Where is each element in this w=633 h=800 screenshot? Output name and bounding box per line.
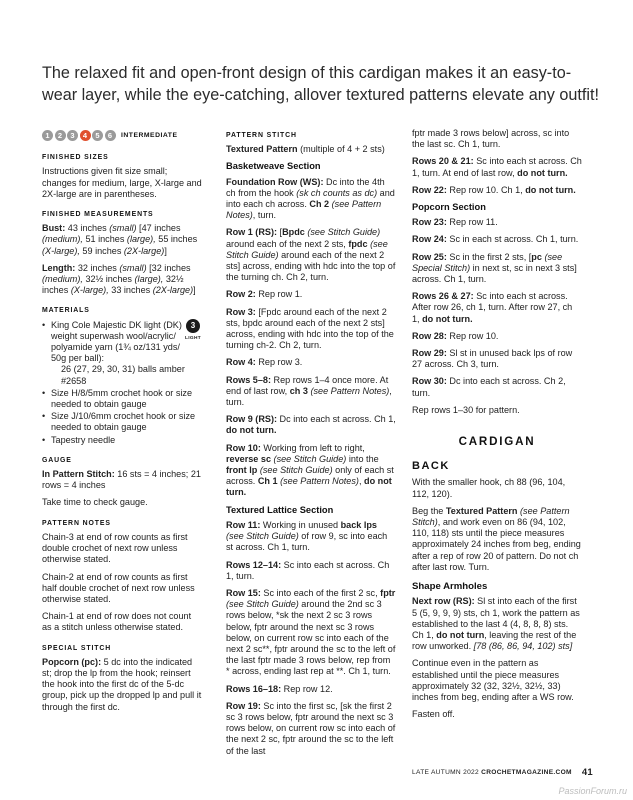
row-1: Row 1 (RS): [Bpdc (see Stitch Guide) around each of the next 2 sts, fpdc (see Stitch Guide) around each of the next 2 sts] across, ending with hdc into the top of the turning ch. Ch 2, turn. bbox=[226, 227, 396, 283]
row-3: Row 3: [Fpdc around each of the next 2 sts, bpdc around each of the next 2 sts] across, ending with hdc into the top of the turning ch-2. Ch 2, turn. bbox=[226, 306, 394, 351]
pattern-stitch-heading: PATTERN STITCH bbox=[226, 132, 297, 139]
list-item: • Tapestry needle bbox=[42, 435, 202, 446]
row-25: Row 25: Sc in the first 2 sts, [pc (see Special Stitch) in next st, sc in next 3 sts] across. Ch 1, turn. bbox=[412, 251, 577, 285]
row-15: Row 15: Sc into each of the first 2 sc, fptr (see Stitch Guide) around the 2nd sc 3 rows below, *sk the next 2 sc 3 rows below, fptr around the next sc 3 rows below, on current row sc into each of the next 2 sc**, fptr around the sc to the left of the last fptr made 3 rows below, rep from * across, ending last rep at **. Ch 1, turn. bbox=[226, 587, 396, 677]
page-number: 41 bbox=[581, 767, 593, 778]
row-4: Row 4: Rep row 3. bbox=[226, 357, 303, 368]
row-24: Row 24: Sc in each st across. Ch 1, turn. bbox=[412, 234, 579, 245]
list-item: • King Cole Majestic DK light (DK) weight superwash wool/acrylic/ polyamide yarn (1¾ oz/131 yds/ 50g per ball): 3 LIGHT 26 (27, 29, 30, 31) balls amber #2658 bbox=[42, 320, 202, 387]
rows-16-18: Rows 16–18: Rep row 12. bbox=[226, 683, 333, 694]
gauge-heading: GAUGE bbox=[42, 456, 72, 464]
rows-20-21: Rows 20 & 21: Sc into each st across. Ch 1, turn. At end of last row, do not turn. bbox=[412, 156, 582, 178]
issue-label: LATE AUTUMN 2022 bbox=[412, 769, 479, 776]
special-stitch-heading: SPECIAL STITCH bbox=[42, 644, 112, 652]
shape-armholes-heading: Shape Armholes bbox=[412, 581, 488, 593]
list-item: • Size H/8/5mm crochet hook or size needed to obtain gauge bbox=[42, 388, 202, 410]
skill-dot-2: 2 bbox=[55, 130, 66, 141]
pattern-note: Chain-3 at end of row counts as first double crochet of next row unless otherwise stated. bbox=[42, 531, 188, 565]
fasten-off: Fasten off. bbox=[412, 709, 455, 720]
list-item: • Size J/10/6mm crochet hook or size needed to obtain gauge bbox=[42, 411, 202, 433]
skill-level bbox=[42, 130, 202, 141]
materials-heading: MATERIALS bbox=[42, 307, 90, 315]
column-left bbox=[42, 130, 202, 719]
popcorn-stitch: Popcorn (pc): 5 dc into the indicated st; drop the lp from the hook; reinsert the hook into the first dc of the 5-dc group, pick up the dropped lp and pull it through the first dc. bbox=[42, 656, 202, 712]
next-row: Next row (RS): Sl st into each of the first 5 (5, 9, 9, 9) sts, ch 1, work the pattern as established to the last 4 (4, 8, 8, 8) sts. Ch 1, do not turn, leaving the rest of the row unworked. [78 (86, 86, 94, 102) sts] bbox=[412, 596, 580, 652]
row-19: Row 19: Sc into the first sc, [sk the first 2 sc 3 rows below, fptr around the next sc 3 rows below, on current row sc into each of the next 2 sc, fptr around the sc to the left of the last bbox=[226, 700, 396, 756]
row-11: Row 11: Working in unused back lps (see Stitch Guide) of row 9, sc into each st across. Ch 1, turn. bbox=[226, 519, 388, 553]
row-28: Row 28: Rep row 10. bbox=[412, 330, 499, 341]
rows-26-27: Rows 26 & 27: Sc into each st across. After row 26, ch 1, turn. After row 27, ch 1, do not turn. bbox=[412, 291, 573, 324]
basketweave-heading: Basketweave Section bbox=[226, 161, 321, 172]
row-29: Row 29: Sl st in unused back lps of row 27 across. Ch 3, turn. bbox=[412, 348, 573, 370]
site-label: CROCHETMAGAZINE.COM bbox=[481, 769, 572, 776]
cardigan-heading: CARDIGAN bbox=[458, 435, 536, 449]
row-30: Row 30: Dc into each st across. Ch 2, turn. bbox=[412, 376, 566, 398]
intro-text: The relaxed fit and open-front design of this cardigan makes it an easy-to-wear layer, while the eye-catching, allover textured patterns elevate any outfit! bbox=[42, 64, 599, 104]
repeat-rows: Rep rows 1–30 for pattern. bbox=[412, 404, 520, 415]
pattern-notes-heading: PATTERN NOTES bbox=[42, 519, 111, 527]
rows-12-14: Rows 12–14: Sc into each st across. Ch 1, turn. bbox=[226, 559, 390, 581]
skill-dot-1: 1 bbox=[42, 130, 53, 141]
skill-dot-3: 3 bbox=[67, 130, 78, 141]
pattern-note: Chain-1 at end of row does not count as a stitch unless otherwise stated. bbox=[42, 611, 192, 633]
skill-dot-5: 5 bbox=[92, 130, 103, 141]
bust-measurement: Bust: 43 inches (small) [47 inches (medium), 51 inches (large), 55 inches (X-large), 59 inches (2X-large)] bbox=[42, 223, 198, 256]
skill-label: INTERMEDIATE bbox=[121, 132, 178, 139]
skill-dot-6: 6 bbox=[105, 130, 116, 141]
yarn-weight-icon: 3 LIGHT bbox=[185, 320, 201, 341]
column-right bbox=[412, 128, 582, 726]
foundation-row: Foundation Row (WS): Dc into the 4th ch from the hook (sk ch counts as dc) and into each ch across. Ch 2 (see Pattern Notes), turn. bbox=[226, 176, 395, 221]
finished-sizes-text: Instructions given fit size small; changes for medium, large, X-large and 2X-large are in parentheses. bbox=[42, 166, 202, 199]
continue-even: Continue even in the pattern as established until the piece measures approximately 32 (32, 32½, 32½, 33) inches from beg, ending after a WS row. bbox=[412, 658, 574, 702]
column-middle bbox=[226, 130, 396, 763]
row-10: Row 10: Working from left to right, reverse sc (see Stitch Guide) into the front lp (see Stitch Guide) only of each st across. Ch 1 (see Pattern Notes), do not turn. bbox=[226, 442, 394, 498]
textured-pattern: Textured Pattern (multiple of 4 + 2 sts) bbox=[226, 144, 385, 155]
page-footer bbox=[412, 767, 593, 778]
row-22: Row 22: Rep row 10. Ch 1, do not turn. bbox=[412, 184, 576, 195]
back-heading: BACK bbox=[412, 460, 450, 473]
skill-dot-4-active: 4 bbox=[80, 130, 91, 141]
textured-lattice-heading: Textured Lattice Section bbox=[226, 504, 334, 515]
back-step-2: Beg the Textured Pattern (see Pattern Stitch), and work even on 86 (94, 102, 110, 118) sts until the piece measures approximately 24 inches from beg, ending after a rep of row 20 of pattern. Do not ch after last row. Turn. bbox=[412, 505, 581, 572]
row-2: Row 2: Rep row 1. bbox=[226, 289, 303, 300]
gauge-text: In Pattern Stitch: 16 sts = 4 inches; 21 rows = 4 inches bbox=[42, 469, 201, 491]
row-23: Row 23: Rep row 11. bbox=[412, 217, 498, 228]
rows-5-8: Rows 5–8: Rep rows 1–4 once more. At end of last row, ch 3 (see Pattern Notes), turn. bbox=[226, 374, 392, 408]
length-measurement: Length: 32 inches (small) [32 inches (medium), 32½ inches (large), 32½ inches (X-large), 33 inches (2X-large)] bbox=[42, 262, 196, 296]
popcorn-section-heading: Popcorn Section bbox=[412, 202, 486, 213]
finished-sizes-heading: FINISHED SIZES bbox=[42, 154, 109, 162]
finished-measurements-heading: FINISHED MEASUREMENTS bbox=[42, 211, 154, 219]
back-step-1: With the smaller hook, ch 88 (96, 104, 112, 120). bbox=[412, 477, 566, 499]
row-9: Row 9 (RS): Dc into each st across. Ch 1, do not turn. bbox=[226, 414, 396, 436]
pattern-note: Chain-2 at end of row counts as first half double crochet of next row unless otherwise stated. bbox=[42, 571, 195, 604]
gauge-check: Take time to check gauge. bbox=[42, 497, 148, 508]
watermark: PassionForum.ru bbox=[558, 786, 627, 796]
row-19-continued: fptr made 3 rows below] across, sc into the last sc. Ch 1, turn. bbox=[412, 128, 570, 150]
materials-list bbox=[42, 320, 202, 446]
